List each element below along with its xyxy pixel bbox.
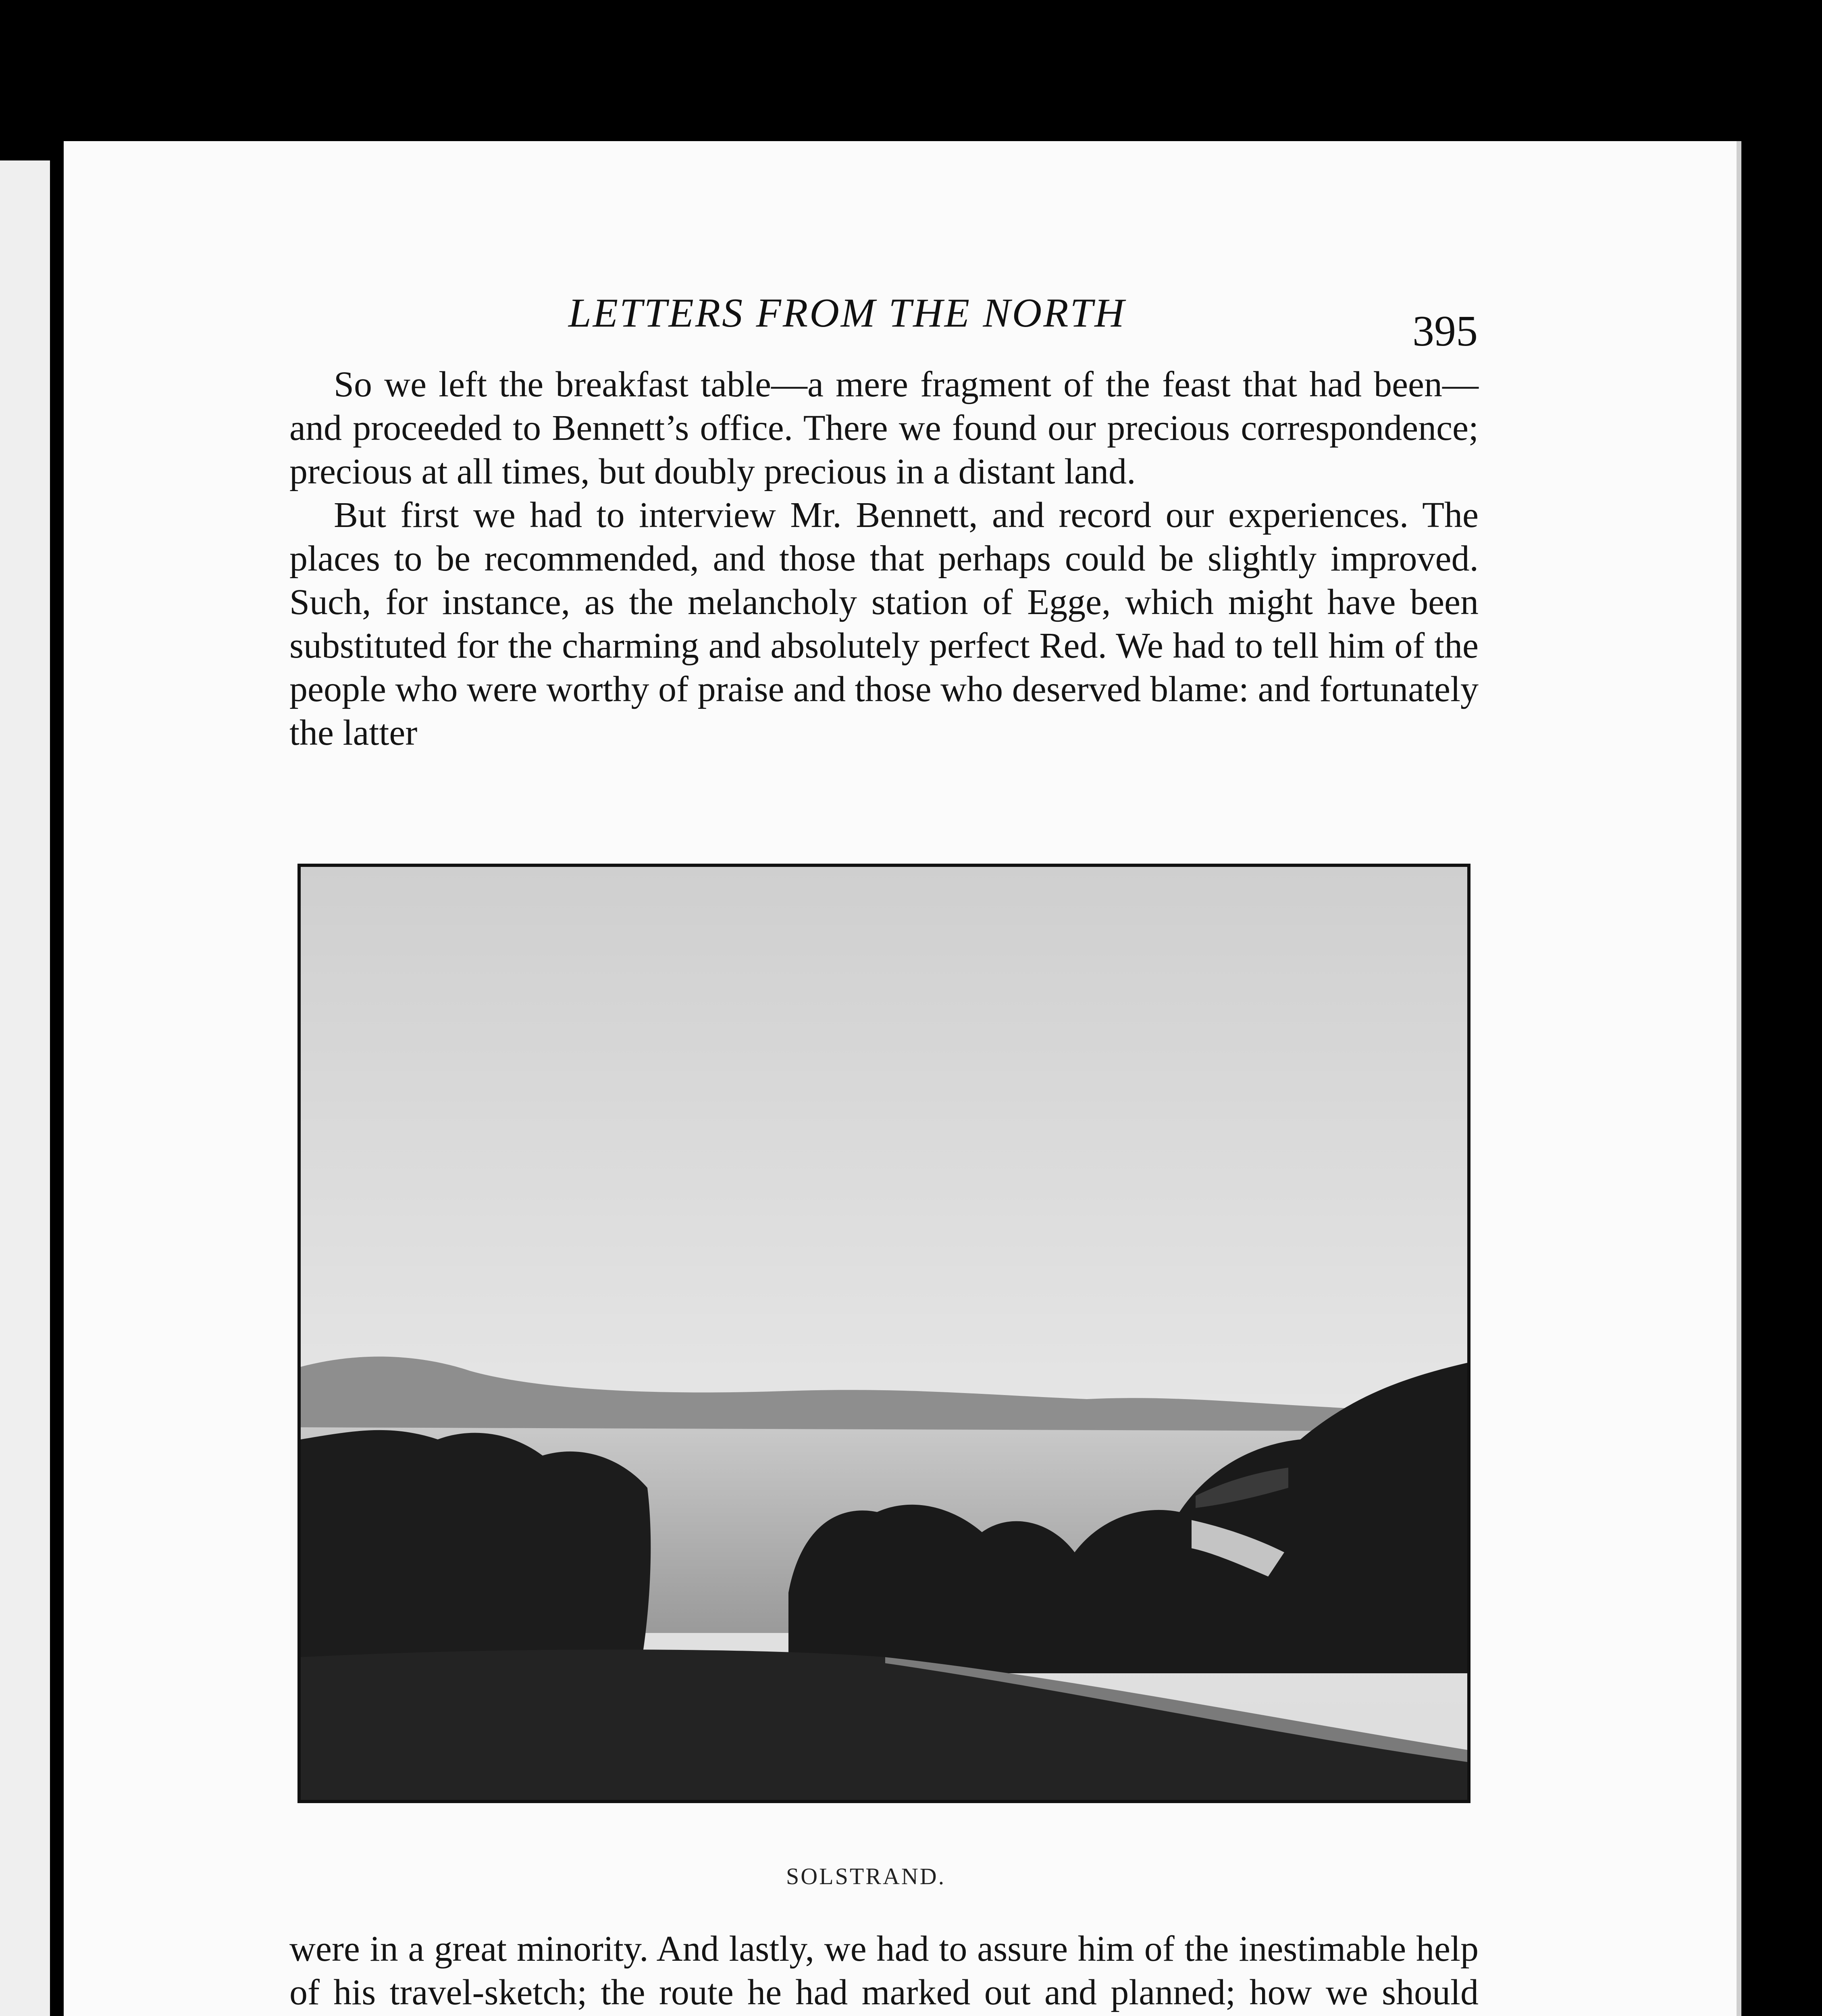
paragraph: were in a great minority. And lastly, we had to assure him of the inestimable help of his travel-sketch; the route he had marked out and planned; how we should	[289, 1929, 1479, 2012]
paragraph: But first we had to interview Mr. Bennett, and record our experiences. The places to be recommended, and those that perhaps could be slightly improved. Such, for instance, as the melancholy station of Egge, which might have been substituted for the charming and absolutely perfect Red. We had to tell him of the people who were worthy of praise and those who deserved blame: and fortunately the latter	[289, 495, 1479, 753]
fjord-landscape-image	[301, 867, 1467, 1800]
book-gutter	[50, 145, 64, 2016]
page-number: 395	[1412, 307, 1478, 355]
facing-page-edge	[0, 160, 50, 2016]
running-title: LETTERS FROM THE NORTH	[568, 290, 1126, 336]
figure-caption: SOLSTRAND.	[786, 1863, 946, 1889]
body-text-bottom	[289, 1927, 1479, 2016]
body-text-top	[289, 363, 1479, 755]
landscape-photograph	[297, 864, 1470, 1803]
page-edge	[1737, 141, 1741, 2016]
paragraph: So we left the breakfast table—a mere fragment of the feast that had been—and proceeded to Bennett’s office. There we found our precious correspondence; precious at all times, but doubly precious in a distant land.	[289, 364, 1479, 492]
